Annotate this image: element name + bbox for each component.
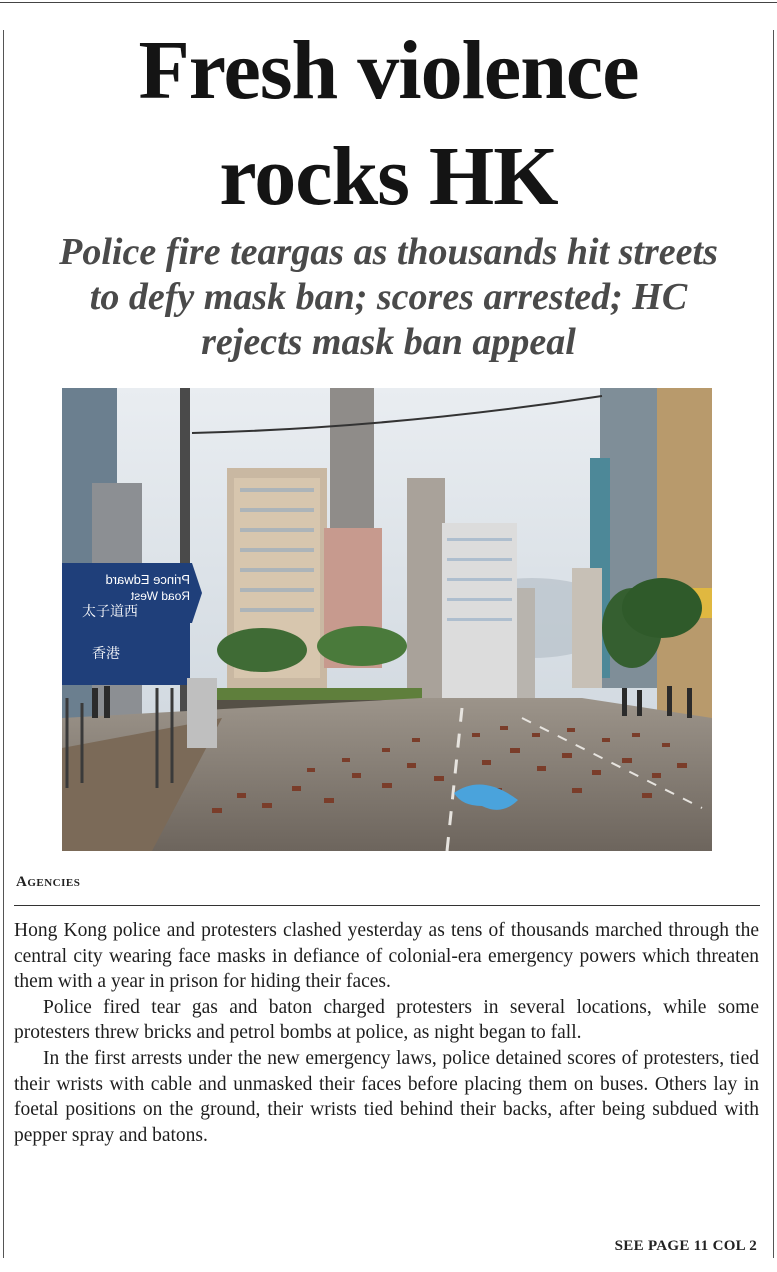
svg-text:香港: 香港 [92,646,120,662]
svg-text:Prince Edward: Prince Edward [105,572,190,587]
news-photo-street-bricks [62,388,712,851]
deck-line-1: Police fire teargas as thousands hit streets [59,231,718,273]
svg-text:Road West: Road West [130,589,190,603]
street-sign [62,563,202,685]
deck-line-3: rejects mask ban appeal [201,321,576,363]
continued-on-page-line: SEE PAGE 11 COL 2 [614,1238,757,1254]
headline-line-2: rocks HK [219,130,558,223]
top-border-rule [0,2,777,3]
byline-rule [14,905,760,906]
article-body [14,918,759,1148]
headline [0,18,777,230]
headline-line-1: Fresh violence [138,24,639,117]
deck-line-2: to defy mask ban; scores arrested; HC [89,276,688,318]
paragraph-3: In the first arrests under the new emergency laws, police detained scores of protesters, tied their wrists with cable and unmasked their faces before placing them on buses. Others lay in foetal positions on the ground, their wrists tied behind their backs, after being subdued with pepper spray and batons. [14,1047,759,1146]
svg-text:太子道西: 太子道西 [82,604,138,620]
subheadline-deck [14,230,763,365]
paragraph-1: Hong Kong police and protesters clashed yesterday as tens of thousands marched through the central city wearing face masks in defiance of colonial-era emergency powers which threaten them with a year in prison for hiding their faces. [14,920,759,993]
byline: Agencies [16,874,81,890]
paragraph-2: Police fired tear gas and baton charged protesters in several locations, while some protesters threw bricks and petrol bombs at police, as night began to fall. [14,996,759,1044]
